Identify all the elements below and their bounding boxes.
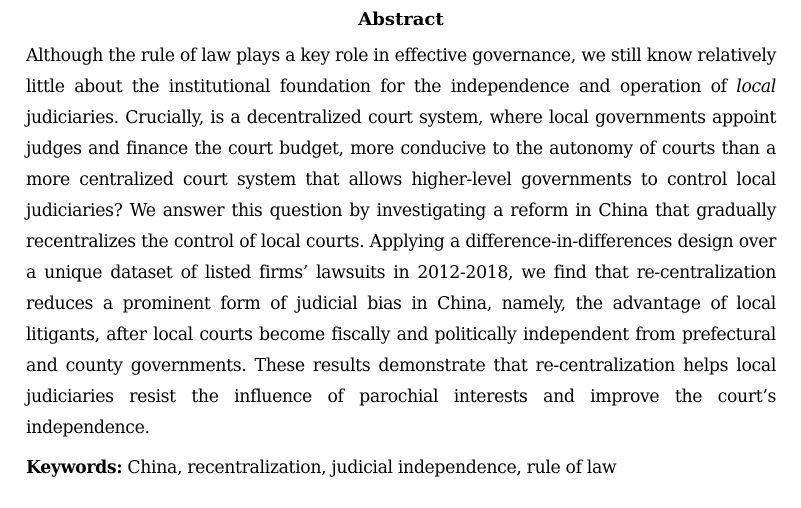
- abstract-italic-word: local: [736, 77, 776, 97]
- abstract-section: [26, 8, 776, 480]
- abstract-body: [26, 41, 776, 444]
- abstract-text-part-2: judiciaries. Crucially, is a decentralized court system, where local governments appoint judges and finance the court budget, more conducive to the autonomy of courts than a more centralized court system that allows higher-level governments to control local judiciaries? We answer this question by investigating a reform in China that gradually recentralizes the control of local courts. Applying a difference-in-differences design over a unique dataset of listed firms’ lawsuits in 2012-2018, we find that re-centralization reduces a prominent form of judicial bias in China, namely, the advantage of local litigants, after local courts become fiscally and politically independent from prefectural and county governments. These results demonstrate that re-centralization helps local judiciaries resist the influence of parochial interests and improve the court’s independence.: [26, 108, 776, 438]
- abstract-text-part-1: Although the rule of law plays a key role in effective governance, we still know relatively little about the institutional foundation for the independence and operation of: [26, 46, 776, 97]
- keywords-label: Keywords:: [26, 458, 123, 478]
- keywords-line: [26, 456, 776, 480]
- abstract-heading: Abstract: [358, 9, 444, 30]
- keywords-list: China, recentralization, judicial independence, rule of law: [127, 458, 617, 478]
